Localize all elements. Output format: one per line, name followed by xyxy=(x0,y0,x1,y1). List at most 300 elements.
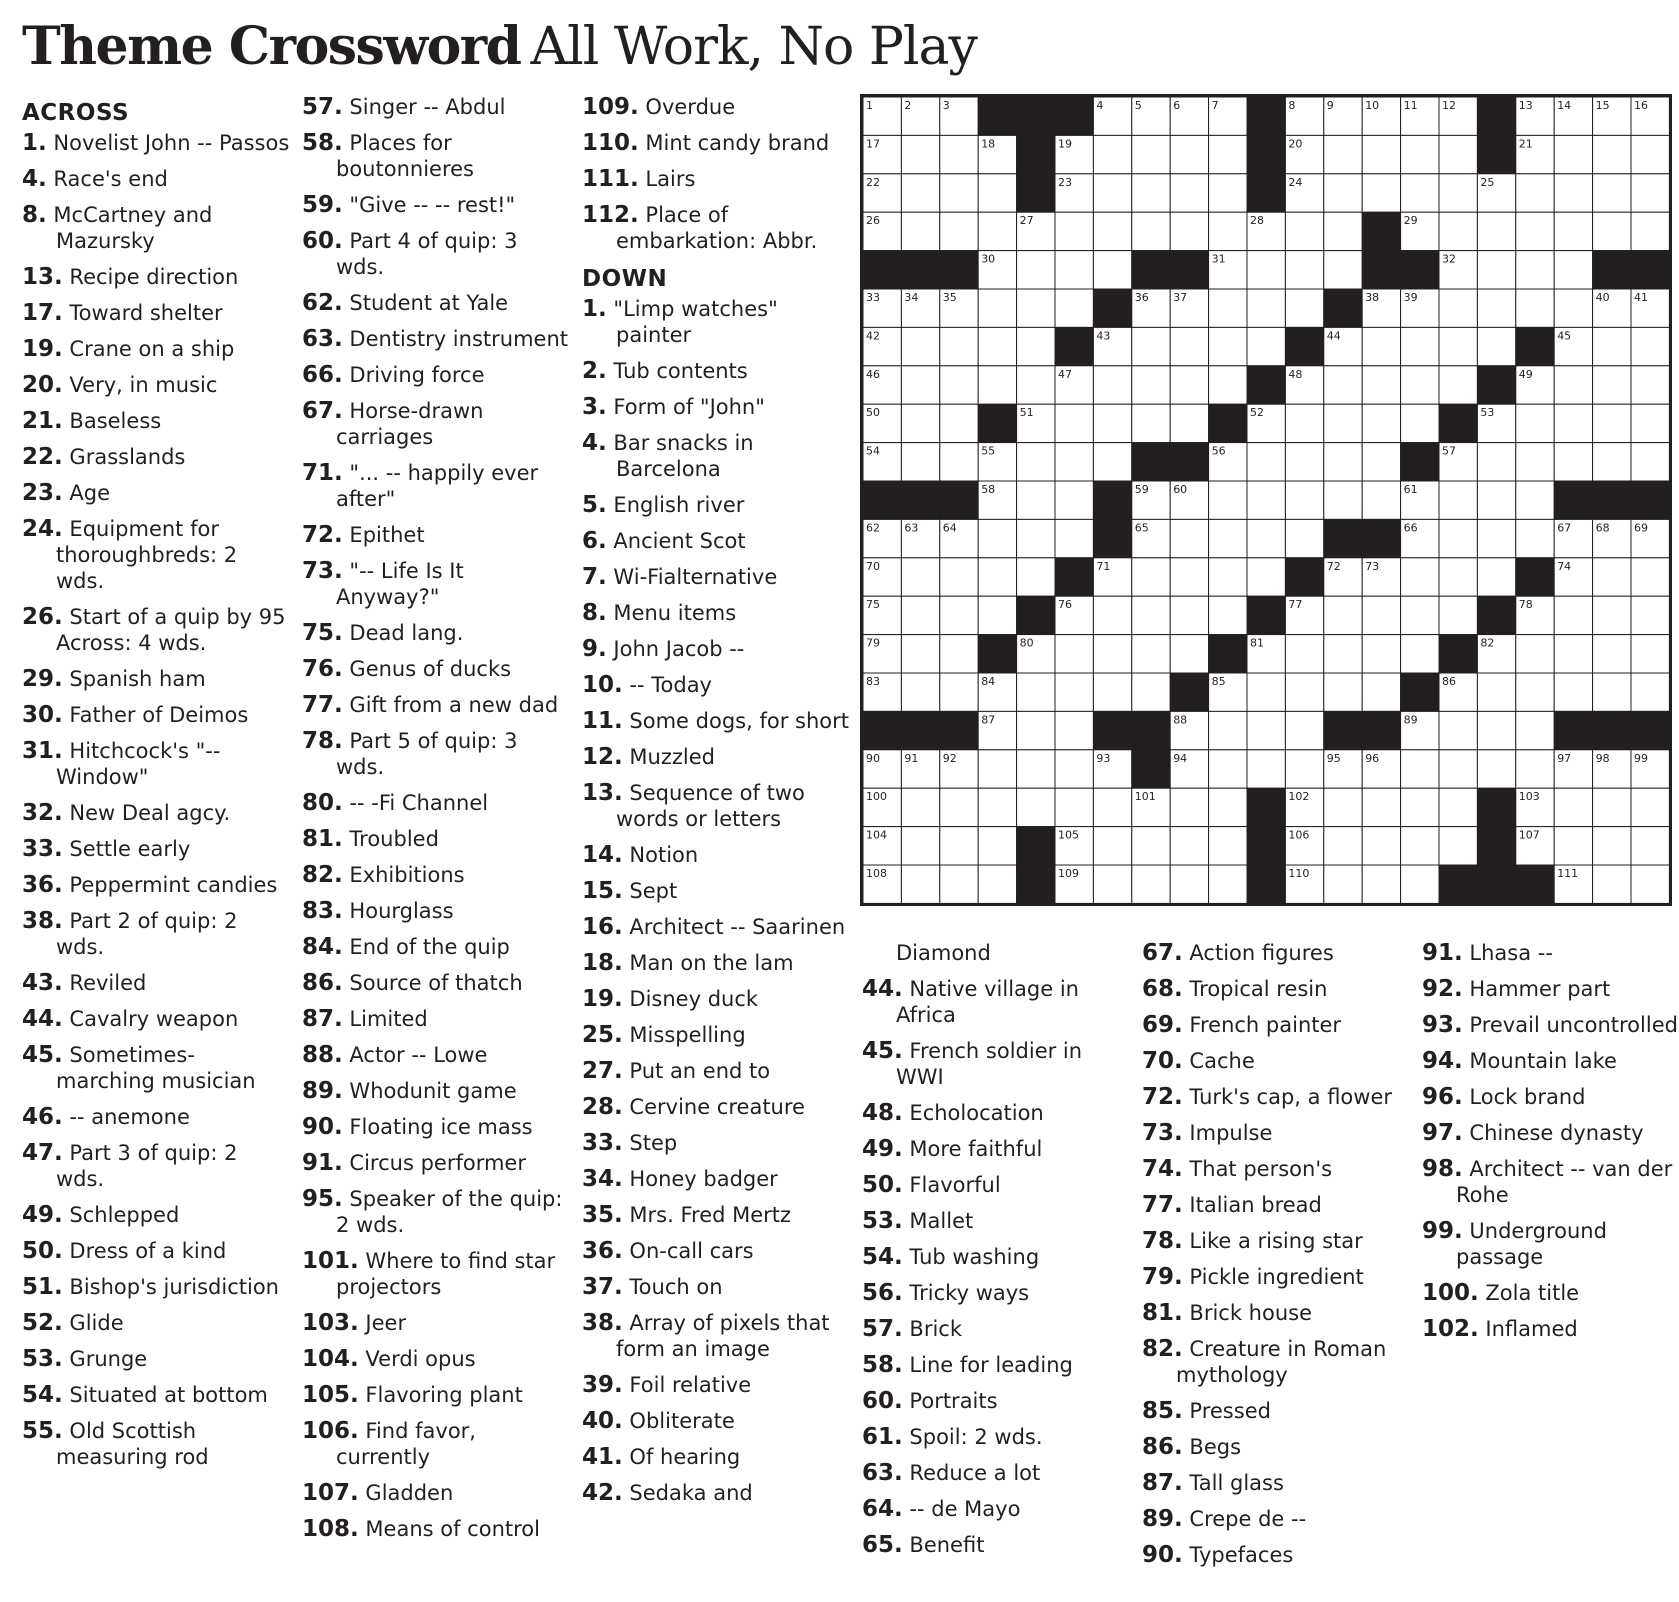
grid-cell[interactable] xyxy=(1593,865,1631,903)
clue-text: Gladden xyxy=(358,1481,454,1505)
grid-cell[interactable] xyxy=(1017,519,1055,557)
grid-cell[interactable] xyxy=(901,596,939,634)
grid-cell[interactable] xyxy=(1209,174,1247,212)
grid-cell[interactable] xyxy=(1439,289,1477,327)
grid-cell[interactable] xyxy=(1093,135,1131,173)
grid-cell[interactable] xyxy=(901,135,939,173)
grid-cell[interactable] xyxy=(1362,366,1400,404)
grid-cell[interactable] xyxy=(1401,558,1439,596)
grid-cell[interactable] xyxy=(1132,827,1170,865)
grid-cell[interactable] xyxy=(1401,596,1439,634)
grid-cell[interactable] xyxy=(1093,673,1131,711)
grid-cell[interactable] xyxy=(1093,404,1131,442)
grid-cell[interactable] xyxy=(1247,251,1285,289)
grid-cell[interactable] xyxy=(940,673,978,711)
grid-cell[interactable] xyxy=(1247,750,1285,788)
grid-cell[interactable] xyxy=(1132,327,1170,365)
grid-cell[interactable] xyxy=(1477,750,1515,788)
grid-cell[interactable] xyxy=(1324,174,1362,212)
grid-cell[interactable] xyxy=(1439,596,1477,634)
grid-cell[interactable] xyxy=(940,404,978,442)
grid-cell[interactable] xyxy=(1516,635,1554,673)
grid-cell[interactable] xyxy=(1554,673,1592,711)
grid-cell[interactable] xyxy=(1170,865,1208,903)
grid-cell[interactable] xyxy=(1516,174,1554,212)
grid-cell[interactable] xyxy=(1593,174,1631,212)
clue-item xyxy=(862,1172,1130,1198)
grid-cell[interactable] xyxy=(1247,558,1285,596)
grid-cell[interactable] xyxy=(1324,635,1362,673)
grid-cell[interactable] xyxy=(940,212,978,250)
grid-cell[interactable] xyxy=(1285,212,1323,250)
grid-cell[interactable] xyxy=(1516,711,1554,749)
grid-cell[interactable] xyxy=(901,404,939,442)
grid-cell[interactable] xyxy=(1401,135,1439,173)
grid-cell[interactable] xyxy=(1093,635,1131,673)
grid-cell[interactable] xyxy=(1093,443,1131,481)
grid-cell[interactable] xyxy=(1477,443,1515,481)
grid-cell[interactable] xyxy=(978,558,1016,596)
grid-cell[interactable] xyxy=(1362,135,1400,173)
grid-cell[interactable] xyxy=(1593,635,1631,673)
clue-list xyxy=(582,94,850,254)
clue-number: 58. xyxy=(862,1352,903,1378)
grid-cell[interactable] xyxy=(1132,635,1170,673)
grid-cell[interactable] xyxy=(901,443,939,481)
clue-text: Brick xyxy=(902,1317,963,1341)
grid-cell[interactable] xyxy=(978,750,1016,788)
grid-cell[interactable] xyxy=(1055,212,1093,250)
grid-cell[interactable] xyxy=(978,519,1016,557)
grid-cell[interactable] xyxy=(1170,827,1208,865)
grid-cell[interactable] xyxy=(1554,443,1592,481)
grid-cell[interactable] xyxy=(1170,635,1208,673)
cell-number: 27 xyxy=(1019,214,1034,228)
grid-cell[interactable] xyxy=(1324,135,1362,173)
grid-cell[interactable] xyxy=(1324,366,1362,404)
grid-cell[interactable] xyxy=(978,212,1016,250)
grid-cell[interactable] xyxy=(1477,673,1515,711)
grid-cell[interactable] xyxy=(940,788,978,826)
grid-cell[interactable] xyxy=(1285,443,1323,481)
grid-cell[interactable] xyxy=(1017,673,1055,711)
clue-number: 19. xyxy=(582,986,623,1012)
grid-cell[interactable] xyxy=(1209,519,1247,557)
grid-cell[interactable] xyxy=(1017,711,1055,749)
grid-cell[interactable] xyxy=(1439,174,1477,212)
grid-cell[interactable] xyxy=(1055,481,1093,519)
grid-cell[interactable] xyxy=(1516,251,1554,289)
grid-cell[interactable] xyxy=(1209,788,1247,826)
grid-cell[interactable] xyxy=(1362,174,1400,212)
grid-cell[interactable] xyxy=(940,865,978,903)
grid-cell[interactable] xyxy=(1516,404,1554,442)
grid-cell[interactable] xyxy=(1170,212,1208,250)
grid-cell[interactable] xyxy=(1055,788,1093,826)
clue-item xyxy=(582,358,850,384)
grid-cell[interactable] xyxy=(1324,251,1362,289)
grid-cell[interactable] xyxy=(1516,443,1554,481)
grid-cell[interactable] xyxy=(1631,135,1669,173)
clue-number: 15. xyxy=(582,878,623,904)
grid-cell[interactable] xyxy=(1209,212,1247,250)
grid-cell[interactable] xyxy=(1017,788,1055,826)
clue-text: Line for leading xyxy=(902,1353,1073,1377)
grid-cell[interactable] xyxy=(940,635,978,673)
grid-cell[interactable] xyxy=(1554,827,1592,865)
cell-number: 10 xyxy=(1365,99,1380,112)
grid-cell[interactable] xyxy=(1247,481,1285,519)
grid-cell[interactable] xyxy=(1631,788,1669,826)
clue-text: Find favor, currently xyxy=(336,1419,476,1469)
grid-cell[interactable] xyxy=(1017,366,1055,404)
grid-cell[interactable] xyxy=(1593,596,1631,634)
grid-cell[interactable] xyxy=(1285,404,1323,442)
grid-cell[interactable] xyxy=(1285,519,1323,557)
clue-number: 90. xyxy=(302,1114,343,1140)
grid-cell[interactable] xyxy=(1401,827,1439,865)
grid-cell[interactable] xyxy=(1055,289,1093,327)
clue-number: 44. xyxy=(22,1006,63,1032)
grid-cell[interactable] xyxy=(1593,827,1631,865)
grid-cell[interactable] xyxy=(1132,212,1170,250)
cell-number: 58 xyxy=(981,483,996,496)
grid-cell[interactable] xyxy=(1477,558,1515,596)
grid-cell[interactable] xyxy=(1631,596,1669,634)
grid-cell[interactable] xyxy=(1132,558,1170,596)
grid-cell[interactable] xyxy=(978,596,1016,634)
grid-cell[interactable] xyxy=(1209,327,1247,365)
grid-cell[interactable] xyxy=(1439,212,1477,250)
grid-cell[interactable] xyxy=(1631,212,1669,250)
grid-cell[interactable] xyxy=(1209,135,1247,173)
grid-cell[interactable] xyxy=(1247,711,1285,749)
grid-cell[interactable] xyxy=(1554,135,1592,173)
grid-cell[interactable] xyxy=(940,174,978,212)
grid-cell[interactable] xyxy=(901,174,939,212)
clue-text: Recipe direction xyxy=(62,265,239,289)
grid-cell[interactable] xyxy=(1324,865,1362,903)
clue-item xyxy=(1422,1084,1679,1110)
grid-cell[interactable] xyxy=(940,443,978,481)
grid-cell[interactable] xyxy=(1439,135,1477,173)
grid-cell[interactable] xyxy=(1439,827,1477,865)
cell-number: 73 xyxy=(1365,559,1380,573)
grid-cell[interactable] xyxy=(1285,481,1323,519)
grid-cell[interactable] xyxy=(1017,327,1055,365)
grid-cell[interactable] xyxy=(1132,596,1170,634)
grid-cell[interactable] xyxy=(1247,289,1285,327)
clue-column-4 xyxy=(862,940,1130,1568)
grid-cell[interactable] xyxy=(1401,865,1439,903)
grid-block xyxy=(1170,673,1208,711)
grid-cell[interactable] xyxy=(1593,366,1631,404)
grid-cell[interactable] xyxy=(1170,404,1208,442)
grid-cell[interactable] xyxy=(1209,711,1247,749)
grid-cell[interactable] xyxy=(1132,865,1170,903)
grid-cell[interactable] xyxy=(1439,788,1477,826)
grid-cell[interactable] xyxy=(1477,251,1515,289)
grid-cell[interactable] xyxy=(978,788,1016,826)
grid-cell[interactable] xyxy=(1631,404,1669,442)
clue-number: 38. xyxy=(582,1310,623,1336)
grid-cell[interactable] xyxy=(1055,519,1093,557)
grid-cell[interactable] xyxy=(1132,135,1170,173)
grid-cell[interactable] xyxy=(1055,635,1093,673)
grid-cell[interactable] xyxy=(1285,673,1323,711)
grid-cell[interactable] xyxy=(1516,289,1554,327)
grid-cell[interactable] xyxy=(1093,174,1131,212)
page-title xyxy=(22,16,977,77)
grid-cell[interactable] xyxy=(1554,788,1592,826)
grid-cell[interactable] xyxy=(1209,558,1247,596)
grid-cell[interactable] xyxy=(1439,327,1477,365)
grid-cell[interactable] xyxy=(1631,827,1669,865)
grid-cell[interactable] xyxy=(1093,865,1131,903)
grid-cell[interactable] xyxy=(940,135,978,173)
grid-cell[interactable] xyxy=(1631,635,1669,673)
grid-cell[interactable] xyxy=(1324,443,1362,481)
grid-cell[interactable] xyxy=(1132,366,1170,404)
grid-cell[interactable] xyxy=(1170,366,1208,404)
grid-cell[interactable] xyxy=(901,212,939,250)
grid-cell[interactable] xyxy=(1247,443,1285,481)
clue-item xyxy=(1142,1192,1410,1218)
grid-cell[interactable] xyxy=(1593,135,1631,173)
grid-cell[interactable] xyxy=(1631,327,1669,365)
grid-cell[interactable] xyxy=(1324,673,1362,711)
grid-cell[interactable] xyxy=(978,174,1016,212)
grid-cell[interactable] xyxy=(1439,711,1477,749)
grid-cell[interactable] xyxy=(1362,404,1400,442)
grid-cell[interactable] xyxy=(1285,635,1323,673)
grid-cell[interactable] xyxy=(1017,443,1055,481)
grid-cell[interactable] xyxy=(1401,635,1439,673)
grid-cell[interactable] xyxy=(1132,174,1170,212)
grid-cell[interactable] xyxy=(1477,711,1515,749)
grid-cell[interactable] xyxy=(1209,481,1247,519)
grid-cell[interactable] xyxy=(1324,481,1362,519)
grid-cell[interactable] xyxy=(1439,366,1477,404)
grid-cell[interactable] xyxy=(901,558,939,596)
grid-cell[interactable] xyxy=(901,327,939,365)
grid-cell[interactable] xyxy=(1132,404,1170,442)
cell-number: 107 xyxy=(1518,828,1540,842)
clue-column-6 xyxy=(1422,940,1679,1352)
grid-cell[interactable] xyxy=(1477,327,1515,365)
grid-cell[interactable] xyxy=(1477,212,1515,250)
grid-cell[interactable] xyxy=(978,366,1016,404)
grid-cell[interactable] xyxy=(1324,788,1362,826)
grid-cell[interactable] xyxy=(1593,443,1631,481)
cell-number: 74 xyxy=(1557,559,1572,573)
grid-cell[interactable] xyxy=(1554,174,1592,212)
grid-cell[interactable] xyxy=(1477,481,1515,519)
grid-cell[interactable] xyxy=(1093,788,1131,826)
grid-cell[interactable] xyxy=(1324,596,1362,634)
clue-item xyxy=(1422,1156,1679,1208)
grid-cell[interactable] xyxy=(940,366,978,404)
grid-cell[interactable] xyxy=(1477,519,1515,557)
grid-cell[interactable] xyxy=(1055,750,1093,788)
grid-cell[interactable] xyxy=(1631,174,1669,212)
cell-number: 59 xyxy=(1134,483,1149,496)
grid-block xyxy=(1247,97,1285,135)
grid-cell[interactable] xyxy=(940,827,978,865)
clue-number: 45. xyxy=(862,1038,903,1064)
grid-cell[interactable] xyxy=(1093,366,1131,404)
grid-cell[interactable] xyxy=(1439,519,1477,557)
grid-cell[interactable] xyxy=(1017,481,1055,519)
grid-cell[interactable] xyxy=(1516,481,1554,519)
grid-cell[interactable] xyxy=(1170,558,1208,596)
grid-cell[interactable] xyxy=(978,865,1016,903)
grid-cell[interactable] xyxy=(1017,251,1055,289)
grid-cell[interactable] xyxy=(1439,750,1477,788)
clue-item xyxy=(582,842,850,868)
grid-cell[interactable] xyxy=(1170,327,1208,365)
grid-block xyxy=(1093,481,1131,519)
grid-cell[interactable] xyxy=(1554,596,1592,634)
grid-cell[interactable] xyxy=(1554,366,1592,404)
grid-cell[interactable] xyxy=(1362,635,1400,673)
grid-cell[interactable] xyxy=(1209,865,1247,903)
grid-block xyxy=(1554,481,1592,519)
grid-cell[interactable] xyxy=(901,673,939,711)
grid-cell[interactable] xyxy=(1017,750,1055,788)
grid-cell[interactable] xyxy=(1170,135,1208,173)
grid-block xyxy=(1170,443,1208,481)
clue-item xyxy=(862,1496,1130,1522)
grid-cell[interactable] xyxy=(1516,750,1554,788)
grid-cell[interactable] xyxy=(1593,212,1631,250)
grid-block xyxy=(1132,711,1170,749)
grid-cell[interactable] xyxy=(1055,251,1093,289)
grid-cell[interactable] xyxy=(1170,519,1208,557)
grid-cell[interactable] xyxy=(1093,212,1131,250)
grid-cell[interactable] xyxy=(1516,212,1554,250)
grid-cell[interactable] xyxy=(1285,711,1323,749)
grid-cell[interactable] xyxy=(1362,865,1400,903)
grid-cell[interactable] xyxy=(1209,750,1247,788)
grid-cell[interactable] xyxy=(1055,711,1093,749)
grid-cell[interactable] xyxy=(1093,827,1131,865)
grid-cell[interactable] xyxy=(1209,289,1247,327)
grid-cell[interactable] xyxy=(1401,327,1439,365)
grid-cell[interactable] xyxy=(1247,327,1285,365)
grid-cell[interactable] xyxy=(1209,366,1247,404)
grid-cell[interactable] xyxy=(1017,289,1055,327)
grid-cell[interactable] xyxy=(1170,174,1208,212)
clue-number: 79. xyxy=(1142,1264,1183,1290)
grid-cell[interactable] xyxy=(1593,788,1631,826)
grid-cell[interactable] xyxy=(1401,750,1439,788)
grid-cell[interactable] xyxy=(1055,673,1093,711)
clue-number: 75. xyxy=(302,620,343,646)
grid-cell[interactable] xyxy=(1554,404,1592,442)
grid-cell[interactable] xyxy=(1516,519,1554,557)
grid-cell[interactable] xyxy=(1362,788,1400,826)
clue-text: Equipment for thoroughbreds: 2 wds. xyxy=(56,517,238,593)
grid-cell[interactable] xyxy=(901,788,939,826)
grid-cell[interactable] xyxy=(1401,174,1439,212)
grid-cell[interactable] xyxy=(940,558,978,596)
grid-cell[interactable] xyxy=(1516,673,1554,711)
grid-cell[interactable] xyxy=(1170,596,1208,634)
grid-cell[interactable] xyxy=(901,635,939,673)
grid-cell[interactable] xyxy=(1593,558,1631,596)
grid-cell[interactable] xyxy=(1132,673,1170,711)
grid-cell[interactable] xyxy=(1362,443,1400,481)
clue-item xyxy=(1422,1316,1679,1342)
grid-cell[interactable] xyxy=(1362,827,1400,865)
grid-cell[interactable] xyxy=(901,865,939,903)
grid-cell[interactable] xyxy=(1209,596,1247,634)
grid-cell[interactable] xyxy=(1093,251,1131,289)
grid-cell[interactable] xyxy=(1285,289,1323,327)
grid-cell[interactable] xyxy=(1362,327,1400,365)
grid-cell[interactable] xyxy=(1285,251,1323,289)
grid-block xyxy=(978,97,1016,135)
grid-cell[interactable] xyxy=(1631,558,1669,596)
grid-cell[interactable] xyxy=(1093,596,1131,634)
grid-cell[interactable] xyxy=(1285,750,1323,788)
grid-cell[interactable] xyxy=(1324,212,1362,250)
grid-cell[interactable] xyxy=(1554,635,1592,673)
grid-cell[interactable] xyxy=(1324,404,1362,442)
grid-cell[interactable] xyxy=(1477,289,1515,327)
clue-item xyxy=(582,950,850,976)
grid-cell[interactable] xyxy=(1439,481,1477,519)
grid-cell[interactable] xyxy=(901,366,939,404)
grid-cell[interactable] xyxy=(1170,788,1208,826)
grid-cell[interactable] xyxy=(1247,519,1285,557)
grid-cell[interactable] xyxy=(940,596,978,634)
grid-cell[interactable] xyxy=(1593,673,1631,711)
grid-cell[interactable] xyxy=(1631,443,1669,481)
grid-block xyxy=(1631,481,1669,519)
grid-cell[interactable] xyxy=(1209,827,1247,865)
clue-text: Glide xyxy=(62,1311,124,1335)
grid-cell[interactable] xyxy=(1362,673,1400,711)
grid-cell[interactable] xyxy=(1631,673,1669,711)
grid-cell[interactable] xyxy=(1631,865,1669,903)
grid-cell[interactable] xyxy=(1593,404,1631,442)
grid-cell[interactable] xyxy=(1593,327,1631,365)
clue-text: -- anemone xyxy=(62,1105,190,1129)
grid-cell[interactable] xyxy=(978,327,1016,365)
grid-cell[interactable] xyxy=(978,827,1016,865)
grid-cell[interactable] xyxy=(978,289,1016,327)
grid-cell[interactable] xyxy=(1401,404,1439,442)
grid-cell[interactable] xyxy=(1324,827,1362,865)
grid-cell[interactable] xyxy=(1362,481,1400,519)
grid-cell[interactable] xyxy=(1554,289,1592,327)
grid-cell[interactable] xyxy=(1554,251,1592,289)
grid-cell[interactable] xyxy=(940,327,978,365)
grid-cell[interactable] xyxy=(1055,404,1093,442)
grid-cell[interactable] xyxy=(1631,366,1669,404)
grid-cell[interactable] xyxy=(1362,596,1400,634)
grid-cell[interactable] xyxy=(1055,443,1093,481)
grid-cell[interactable] xyxy=(1247,673,1285,711)
grid-cell[interactable] xyxy=(1017,558,1055,596)
grid-cell[interactable] xyxy=(901,827,939,865)
grid-cell[interactable] xyxy=(1554,212,1592,250)
grid-cell[interactable] xyxy=(1439,558,1477,596)
grid-cell[interactable] xyxy=(1401,366,1439,404)
grid-cell[interactable] xyxy=(1401,788,1439,826)
